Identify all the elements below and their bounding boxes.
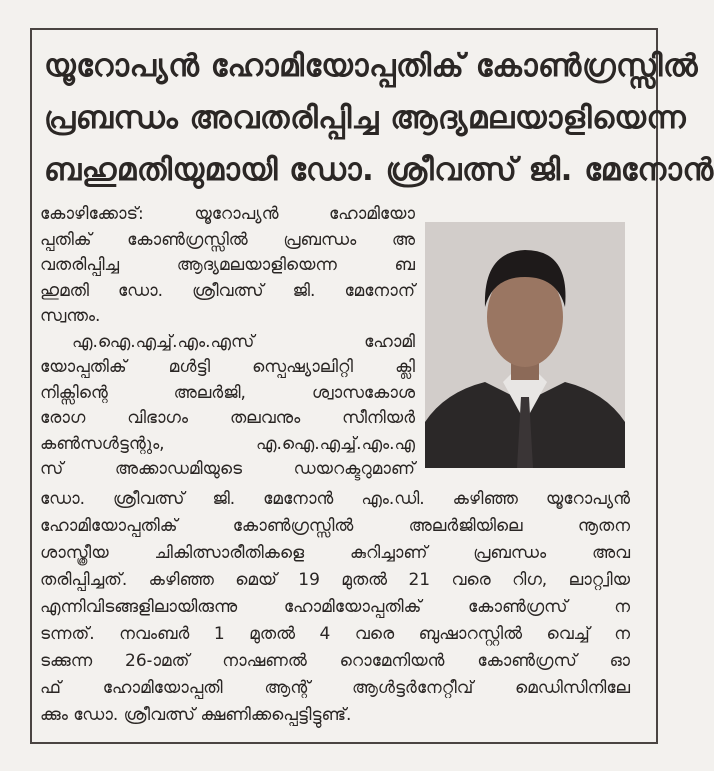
body-line: ടക്കുന്ന 26-ാമത് നാഷണൽ റൊമേനിയൻ കോൺഗ്രസ് ഓ: [40, 651, 630, 671]
body-line: ക്കും ഡോ. ശ്രീവത്സ് ക്ഷണിക്കപ്പെട്ടിട്ടുണ്ട്.: [40, 705, 352, 725]
body-line: ഡോ. ശ്രീവത്സ് ജി. മേനോൻ എം.ഡി. കഴിഞ്ഞ യൂറോപ്യൻ: [40, 489, 630, 509]
body-line: വതരിപ്പിച്ച ആദ്യമലയാളിയെന്ന ബ: [40, 255, 415, 275]
body-line: ഹുമതി ഡോ. ശ്രീവത്സ് ജി. മേനോന്: [40, 280, 415, 301]
article-column: [40, 202, 415, 483]
body-line: തരിപ്പിച്ചത്. കഴിഞ്ഞ മെയ് 19 മുതൽ 21 വരെ റിഗ, ലാറ്റ്വിയ: [40, 570, 630, 590]
body-line: പ്പതിക് കോൺഗ്രസ്സിൽ പ്രബന്ധം അ: [40, 229, 415, 250]
headline-line: യൂറോപ്യൻ ഹോമിയോപ്പതിക് കോൺഗ്രസ്സിൽ: [44, 48, 699, 84]
body-line: എ.ഐ.എച്ച്.എം.എസ് ഹോമി: [72, 331, 415, 352]
headline: [44, 40, 714, 196]
body-line: സ്വന്തം.: [40, 306, 101, 326]
body-line: ടന്നത്. നവംബർ 1 മുതൽ 4 വരെ ബുഷാറസ്റ്റിൽ വെച്ച് ന: [40, 624, 630, 644]
article-body-wide: [40, 486, 630, 729]
body-line: സ് അക്കാഡമിയുടെ ഡയറക്ടറുമാണ്: [40, 459, 415, 479]
body-line: രോഗ വിഭാഗം തലവനും സീനിയർ: [40, 408, 415, 428]
body-line: കൺസൾട്ടന്റും, എ.ഐ.എച്ച്.എം.എ: [40, 433, 415, 454]
body-line: യോപ്പതിക് മൾട്ടി സ്പെഷ്യാലിറ്റി ക്ലി: [40, 357, 415, 377]
body-line: നിക്സിന്റെ അലർജി, ശ്വാസകോശ: [40, 382, 415, 403]
body-line: എന്നിവിടങ്ങളിലായിരുന്നു ഹോമിയോപ്പതിക് കോൺഗ്രസ് ന: [40, 597, 630, 617]
body-line: കോഴിക്കോട്: യൂറോപ്യൻ ഹോമിയോ: [40, 204, 415, 224]
headline-line: ബഹുമതിയുമായി ഡോ. ശ്രീവത്സ് ജി. മേനോൻ: [44, 152, 714, 188]
headline-line: പ്രബന്ധം അവതരിപ്പിച്ച ആദ്യമലയാളിയെന്ന: [44, 100, 687, 136]
body-line: ഫ് ഹോമിയോപ്പതി ആന്റ് ആൾട്ടർനേറ്റീവ് മെഡിസിനിലേ: [40, 678, 630, 698]
body-line: ഹോമിയോപ്പതിക് കോൺഗ്രസ്സിൽ അലർജിയിലെ നൂതന: [40, 516, 630, 536]
body-line: ശാസ്ത്രീയ ചികിത്സാരീതികളെ കുറിച്ചാണ് പ്രബന്ധം അവ: [40, 543, 630, 563]
portrait-photo: [425, 222, 625, 468]
